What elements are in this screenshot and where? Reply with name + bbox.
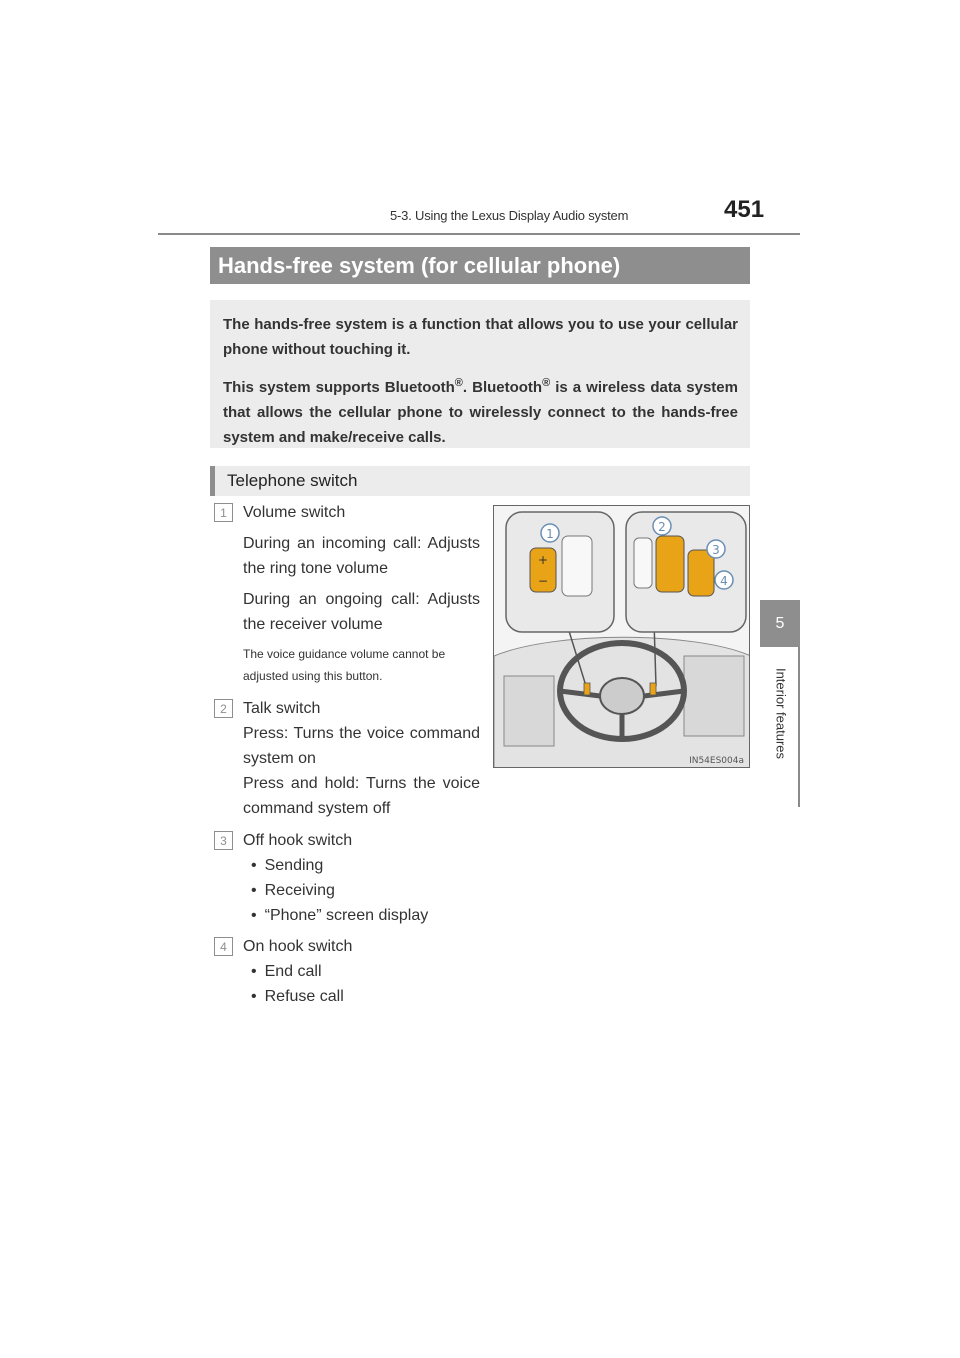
item-description: During an incoming call: Adjusts the ring tone volume — [243, 535, 480, 577]
subheading-telephone-switch: Telephone switch — [210, 466, 750, 496]
bullet-item: • Sending — [243, 853, 480, 878]
header-divider — [158, 233, 800, 235]
item-title: Volume switch — [243, 504, 346, 521]
item-talk-switch — [243, 696, 480, 821]
intro-paragraph-1: The hands-free system is a function that allows you to use your cellular phone without touching it. — [223, 316, 738, 358]
side-divider — [798, 647, 800, 807]
item-number-badge: 3 — [214, 831, 233, 850]
item-number-badge: 1 — [214, 503, 233, 522]
item-title: Talk switch — [243, 700, 321, 717]
steering-wheel-drawing — [494, 506, 750, 768]
page-number: 451 — [724, 196, 765, 223]
callout-label: 1 — [546, 527, 554, 541]
intro-paragraph-2: This system supports Bluetooth®. Bluetooth® is a wireless data system that allows the cellular phone to wirelessly connect to the hands-free system and make/receive calls. — [223, 377, 738, 446]
bullet-item: • Refuse call — [243, 984, 480, 1009]
item-description: During an ongoing call: Adjusts the receiver volume — [243, 591, 480, 633]
item-on-hook-switch — [243, 934, 480, 1009]
registered-mark: ® — [454, 377, 463, 389]
svg-text:+: + — [537, 553, 549, 567]
bullet-item: • “Phone” screen display — [243, 903, 480, 928]
bullet-item: • Receiving — [243, 878, 480, 903]
chapter-title: Interior features — [773, 667, 789, 760]
item-number-badge: 2 — [214, 699, 233, 718]
item-title: On hook switch — [243, 938, 353, 955]
item-description: Press: Turns the voice command system on — [243, 725, 480, 767]
chapter-tab: 5 — [760, 600, 800, 647]
registered-mark: ® — [542, 377, 551, 389]
callout-label: 4 — [720, 574, 728, 588]
item-description: Press and hold: Turns the voice command system off — [243, 775, 480, 817]
steering-wheel-switch-illustration — [493, 505, 750, 768]
callout-label: 2 — [658, 520, 666, 534]
item-off-hook-switch — [243, 828, 480, 928]
section-path: 5-3. Using the Lexus Display Audio system — [390, 208, 629, 223]
item-volume-switch — [243, 500, 480, 687]
item-number-badge: 4 — [214, 937, 233, 956]
svg-text:−: − — [537, 574, 549, 588]
page-title: Hands-free system (for cellular phone) — [210, 247, 750, 284]
illustration-code: IN54ES004a — [689, 756, 744, 766]
intro-box — [210, 300, 750, 448]
item-title: Off hook switch — [243, 832, 353, 849]
callout-label: 3 — [712, 543, 720, 557]
bullet-item: • End call — [243, 959, 480, 984]
item-note: The voice guidance volume cannot be adjusted using this button. — [243, 647, 446, 683]
